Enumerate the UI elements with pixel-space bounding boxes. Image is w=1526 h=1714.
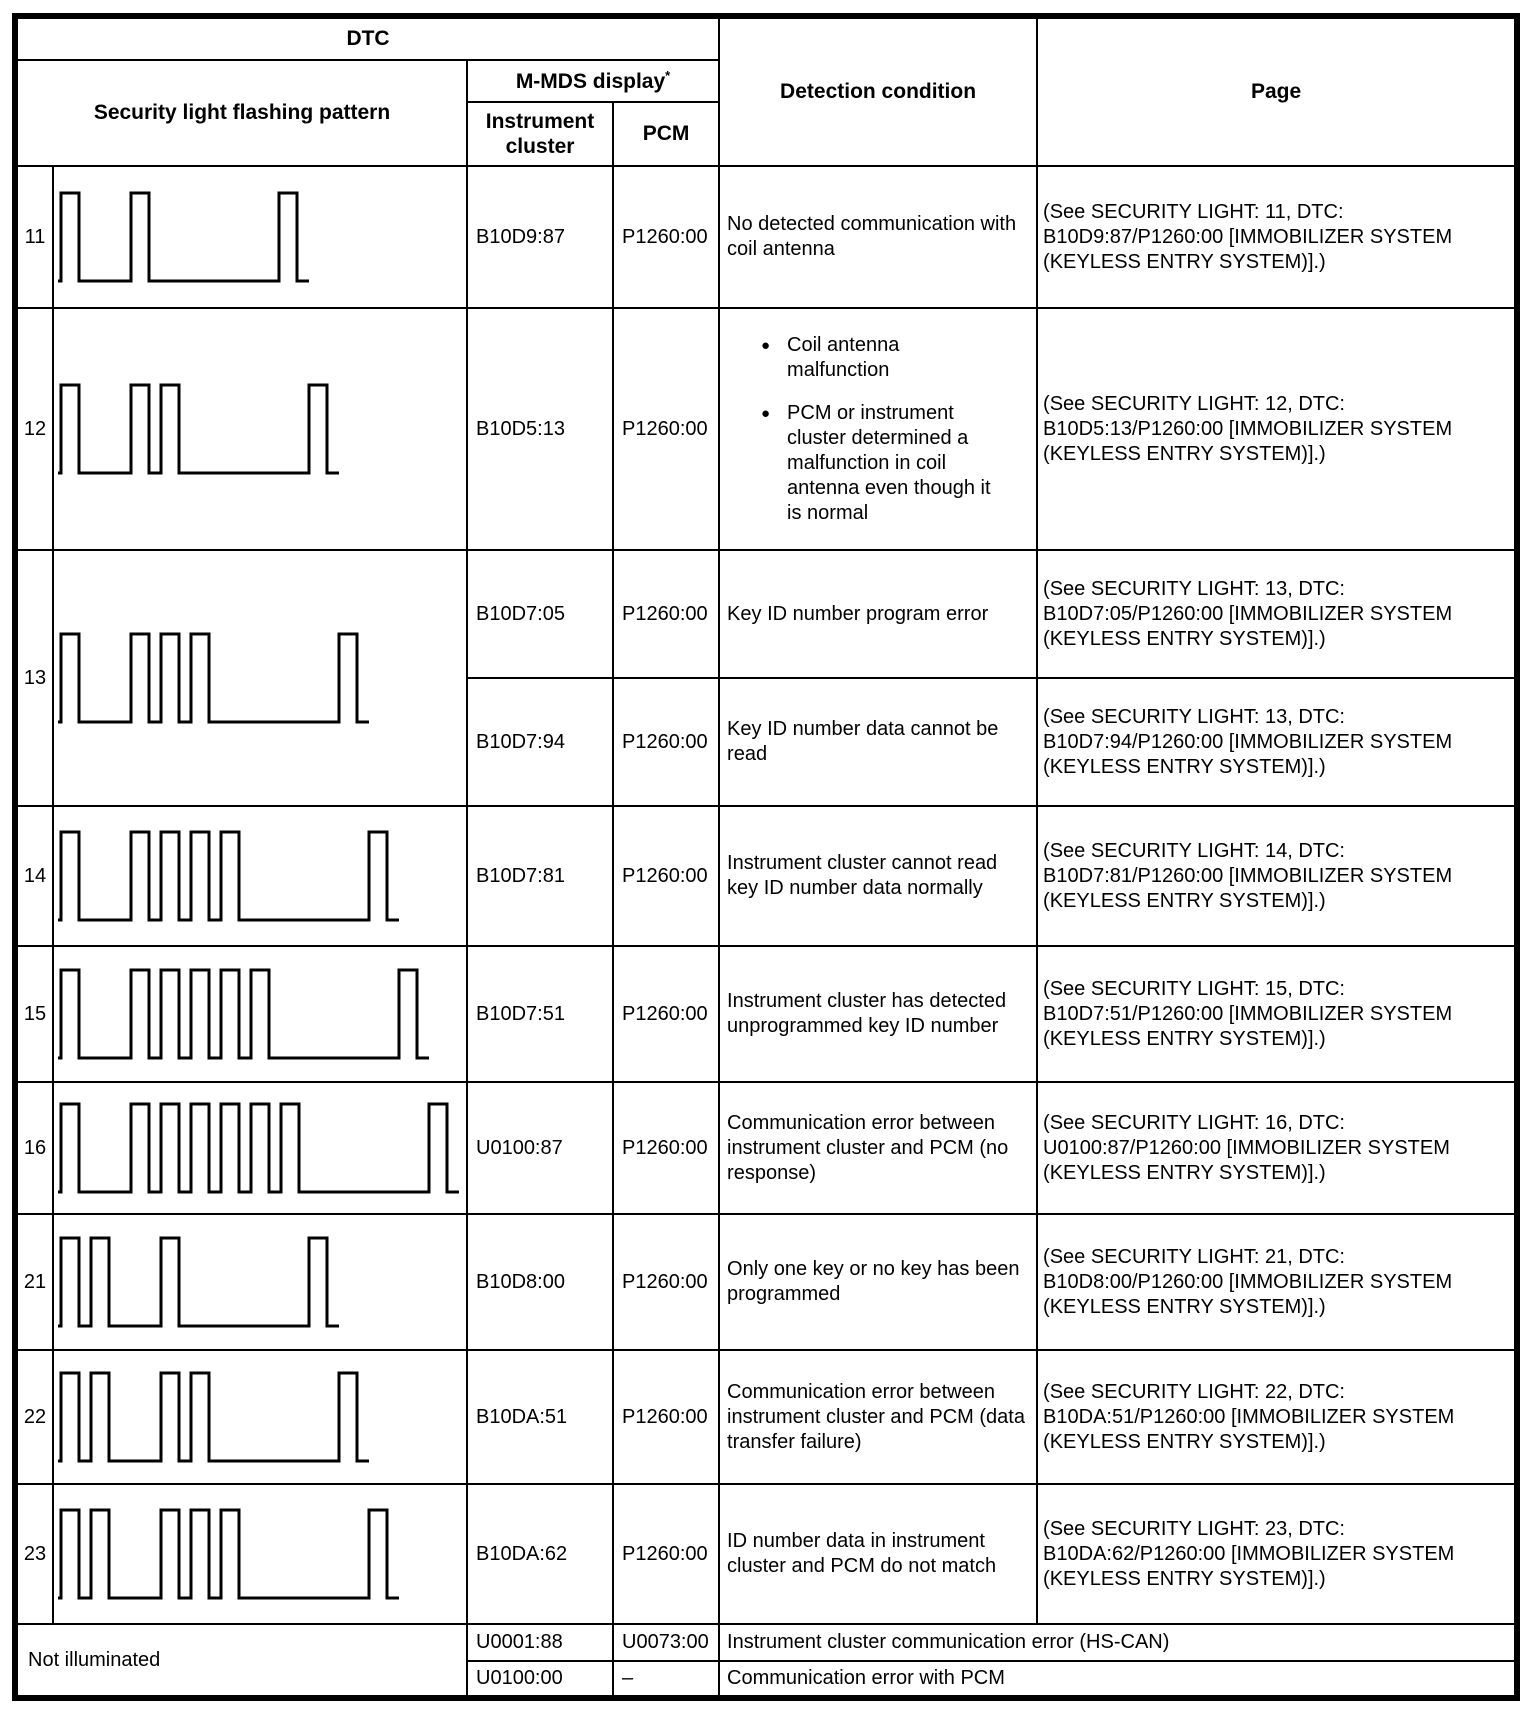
dtc-flash-code: 13: [15, 550, 53, 806]
pcm-code: P1260:00: [613, 1214, 719, 1350]
bullet-list: [727, 327, 1032, 532]
bullet-text: PCM or instrument cluster determined a malfunction in coil antenna even though it is normal: [787, 401, 991, 524]
flash-pattern-waveform: [56, 628, 466, 728]
detection-condition: Instrument cluster has detected unprogrammed key ID number: [719, 946, 1037, 1082]
page-reference: (See SECURITY LIGHT: 16, DTC: U0100:87/P1260:00 [IMMOBILIZER SYSTEM (KEYLESS ENTRY SYSTEM)].): [1037, 1082, 1517, 1214]
pcm-code: P1260:00: [613, 946, 719, 1082]
flash-pattern-cell: [53, 1082, 467, 1214]
table-row: [15, 1484, 1517, 1624]
flash-pattern-waveform: [56, 1367, 466, 1467]
pcm-code: P1260:00: [613, 806, 719, 946]
dtc-flash-code: 23: [15, 1484, 53, 1624]
instrument-cluster-code: B10D7:51: [467, 946, 613, 1082]
flash-pattern-cell: [53, 1484, 467, 1624]
table-row: [15, 806, 1517, 946]
instrument-cluster-code: B10D5:13: [467, 308, 613, 550]
table-row: [15, 550, 1517, 678]
pcm-code: P1260:00: [613, 1350, 719, 1484]
detection-condition: Key ID number data cannot be read: [719, 678, 1037, 806]
table-row: [15, 946, 1517, 1082]
flash-pattern-cell: [53, 1214, 467, 1350]
page-reference: (See SECURITY LIGHT: 15, DTC: B10D7:51/P1260:00 [IMMOBILIZER SYSTEM (KEYLESS ENTRY SYSTEM)].): [1037, 946, 1517, 1082]
page-reference: (See SECURITY LIGHT: 21, DTC: B10D8:00/P1260:00 [IMMOBILIZER SYSTEM (KEYLESS ENTRY SYSTEM)].): [1037, 1214, 1517, 1350]
pcm-code: –: [613, 1661, 719, 1698]
flash-pattern-cell: [53, 308, 467, 550]
detection-condition: No detected communication with coil antenna: [719, 166, 1037, 308]
table-header-row: [15, 16, 1517, 60]
header-pcm: PCM: [613, 102, 719, 166]
bullet-text: Coil antenna malfunction: [787, 333, 900, 381]
detection-condition: Instrument cluster cannot read key ID number data normally: [719, 806, 1037, 946]
footer-condition: Instrument cluster communication error (HS-CAN): [719, 1624, 1517, 1661]
footer-condition: Communication error with PCM: [719, 1661, 1517, 1698]
instrument-cluster-code: U0100:87: [467, 1082, 613, 1214]
instrument-cluster-code: U0001:88: [467, 1624, 613, 1661]
bullet-icon: ●: [761, 404, 771, 422]
detection-condition: Communication error between instrument cluster and PCM (no response): [719, 1082, 1037, 1214]
dtc-flash-code: 16: [15, 1082, 53, 1214]
table-row: [15, 308, 1517, 550]
header-instrument-cluster: Instrument cluster: [467, 102, 613, 166]
instrument-cluster-code: B10D9:87: [467, 166, 613, 308]
instrument-cluster-code: B10D7:94: [467, 678, 613, 806]
page-reference: (See SECURITY LIGHT: 13, DTC: B10D7:05/P1260:00 [IMMOBILIZER SYSTEM (KEYLESS ENTRY SYSTEM)].): [1037, 550, 1517, 678]
pcm-code: P1260:00: [613, 1082, 719, 1214]
page-reference: (See SECURITY LIGHT: 14, DTC: B10D7:81/P1260:00 [IMMOBILIZER SYSTEM (KEYLESS ENTRY SYSTEM)].): [1037, 806, 1517, 946]
flash-pattern-waveform: [56, 1504, 466, 1604]
bullet-icon: ●: [761, 336, 771, 354]
page-reference: (See SECURITY LIGHT: 11, DTC: B10D9:87/P1260:00 [IMMOBILIZER SYSTEM (KEYLESS ENTRY SYSTEM)].): [1037, 166, 1517, 308]
detection-condition: Only one key or no key has been programmed: [719, 1214, 1037, 1350]
flash-pattern-waveform: [56, 1098, 466, 1198]
flash-pattern-waveform: [56, 187, 466, 287]
table-row: [15, 1624, 1517, 1661]
instrument-cluster-code: U0100:00: [467, 1661, 613, 1698]
pcm-code: P1260:00: [613, 166, 719, 308]
table-row: [15, 1350, 1517, 1484]
flash-pattern-cell: [53, 550, 467, 806]
instrument-cluster-code: B10DA:51: [467, 1350, 613, 1484]
header-detection-condition: Detection condition: [719, 16, 1037, 166]
not-illuminated-label: Not illuminated: [15, 1624, 467, 1698]
header-mmds-display: [467, 60, 719, 102]
page-reference: (See SECURITY LIGHT: 12, DTC: B10D5:13/P1260:00 [IMMOBILIZER SYSTEM (KEYLESS ENTRY SYSTEM)].): [1037, 308, 1517, 550]
flash-pattern-waveform: [56, 964, 466, 1064]
header-flash-pattern: Security light flashing pattern: [15, 60, 467, 166]
detection-condition: Communication error between instrument cluster and PCM (data transfer failure): [719, 1350, 1037, 1484]
table-row: [15, 166, 1517, 308]
dtc-flash-code: 22: [15, 1350, 53, 1484]
mmds-label: M-MDS display: [515, 69, 666, 93]
instrument-cluster-code: B10D7:81: [467, 806, 613, 946]
header-page: Page: [1037, 16, 1517, 166]
page-reference: (See SECURITY LIGHT: 23, DTC: B10DA:62/P1260:00 [IMMOBILIZER SYSTEM (KEYLESS ENTRY SYSTEM)].): [1037, 1484, 1517, 1624]
detection-condition: ID number data in instrument cluster and PCM do not match: [719, 1484, 1037, 1624]
pcm-code: P1260:00: [613, 308, 719, 550]
header-dtc: DTC: [15, 16, 719, 60]
flash-pattern-cell: [53, 946, 467, 1082]
pcm-code: P1260:00: [613, 1484, 719, 1624]
page-reference: (See SECURITY LIGHT: 13, DTC: B10D7:94/P1260:00 [IMMOBILIZER SYSTEM (KEYLESS ENTRY SYSTEM)].): [1037, 678, 1517, 806]
table-row: [15, 1214, 1517, 1350]
flash-pattern-cell: [53, 1350, 467, 1484]
dtc-table: [12, 13, 1520, 1701]
bullet-item: [761, 401, 1002, 526]
mmds-asterisk: *: [665, 67, 671, 83]
instrument-cluster-code: B10DA:62: [467, 1484, 613, 1624]
flash-pattern-waveform: [56, 1232, 466, 1332]
flash-pattern-cell: [53, 806, 467, 946]
flash-pattern-cell: [53, 166, 467, 308]
instrument-cluster-code: B10D8:00: [467, 1214, 613, 1350]
detection-condition: Key ID number program error: [719, 550, 1037, 678]
page-reference: (See SECURITY LIGHT: 22, DTC: B10DA:51/P1260:00 [IMMOBILIZER SYSTEM (KEYLESS ENTRY SYSTEM)].): [1037, 1350, 1517, 1484]
instrument-cluster-code: B10D7:05: [467, 550, 613, 678]
pcm-code: P1260:00: [613, 550, 719, 678]
dtc-flash-code: 21: [15, 1214, 53, 1350]
detection-condition: [719, 308, 1037, 550]
dtc-flash-code: 14: [15, 806, 53, 946]
dtc-flash-code: 12: [15, 308, 53, 550]
pcm-code: U0073:00: [613, 1624, 719, 1661]
pcm-code: P1260:00: [613, 678, 719, 806]
table-row: [15, 1082, 1517, 1214]
dtc-flash-code: 15: [15, 946, 53, 1082]
dtc-flash-code: 11: [15, 166, 53, 308]
bullet-item: [761, 333, 1002, 383]
flash-pattern-waveform: [56, 826, 466, 926]
flash-pattern-waveform: [56, 379, 466, 479]
